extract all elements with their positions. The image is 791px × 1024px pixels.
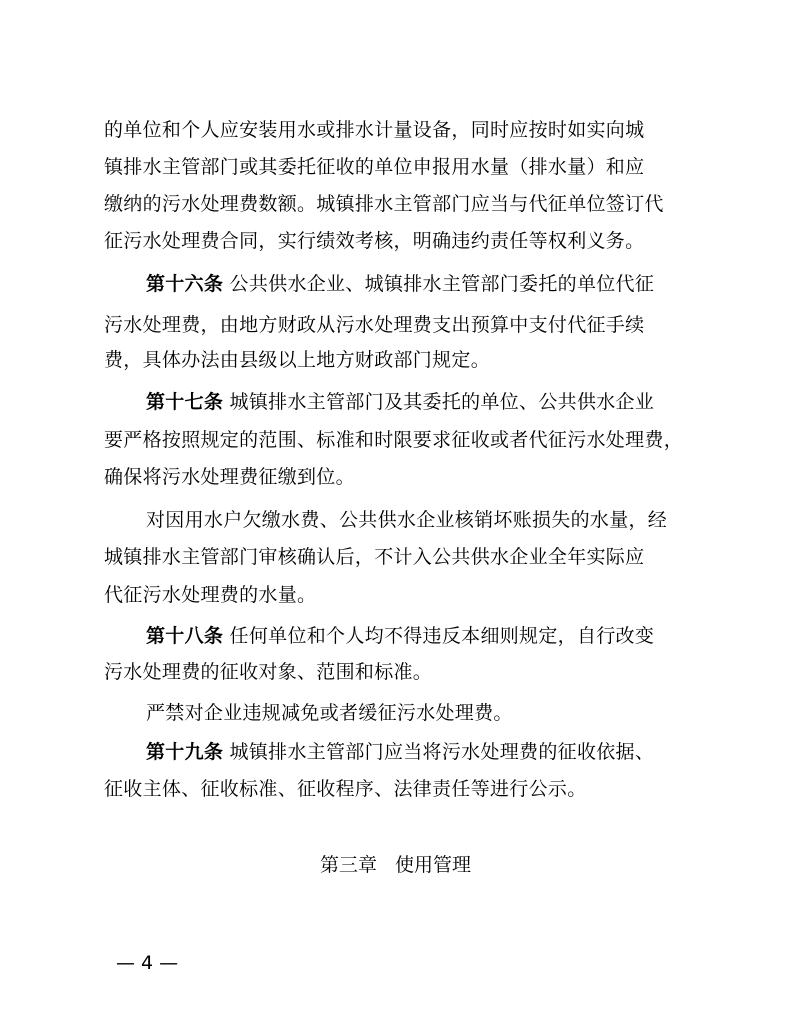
paragraph-line: 费，具体办法由县级以上地方财政部门规定。	[104, 349, 491, 371]
paragraph-line: 要严格按照规定的范围、标准和时限要求征收或者代征污水处理费，	[104, 429, 684, 451]
article-18-text: 任何单位和个人均不得违反本细则规定，自行改变	[223, 625, 655, 647]
page-number: — 4 —	[116, 952, 179, 974]
article-19-heading: 第十九条	[146, 741, 224, 763]
article-17-first-line	[146, 390, 654, 414]
article-16-first-line	[146, 272, 654, 296]
article-16-text: 公共供水企业、城镇排水主管部门委托的单位代征	[223, 273, 655, 295]
paragraph-line: 征收主体、征收标准、征收程序、法律责任等进行公示。	[104, 778, 587, 800]
paragraph-line: 确保将污水处理费征缴到位。	[104, 466, 355, 488]
paragraph-line: 的单位和个人应安装用水或排水计量设备，同时应按时如实向城	[104, 119, 645, 141]
article-17-text: 城镇排水主管部门及其委托的单位、公共供水企业	[223, 391, 655, 413]
paragraph-line: 征污水处理费合同，实行绩效考核，明确违约责任等权利义务。	[104, 230, 645, 252]
article-19-text: 城镇排水主管部门应当将污水处理费的征收依据、	[223, 741, 655, 763]
paragraph-line: 缴纳的污水处理费数额。城镇排水主管部门应当与代征单位签订代	[104, 193, 664, 215]
paragraph-line: 污水处理费的征收对象、范围和标准。	[104, 661, 433, 683]
article-18-first-line	[146, 624, 654, 648]
paragraph-line: 对因用水户欠缴水费、公共供水企业核销坏账损失的水量，经	[146, 509, 668, 531]
paragraph-line: 污水处理费，由地方财政从污水处理费支出预算中支付代征手续	[104, 314, 645, 336]
paragraph-line: 严禁对企业违规减免或者缓征污水处理费。	[146, 702, 513, 724]
chapter-title: 第三章 使用管理	[319, 854, 472, 876]
article-17-heading: 第十七条	[146, 391, 224, 413]
paragraph-line: 镇排水主管部门或其委托征收的单位申报用水量（排水量）和应	[104, 156, 645, 178]
paragraph-line: 代征污水处理费的水量。	[104, 584, 317, 606]
paragraph-line: 城镇排水主管部门审核确认后，不计入公共供水企业全年实际应	[104, 546, 645, 568]
article-19-first-line	[146, 740, 654, 764]
article-18-heading: 第十八条	[146, 625, 224, 647]
article-16-heading: 第十六条	[146, 273, 224, 295]
